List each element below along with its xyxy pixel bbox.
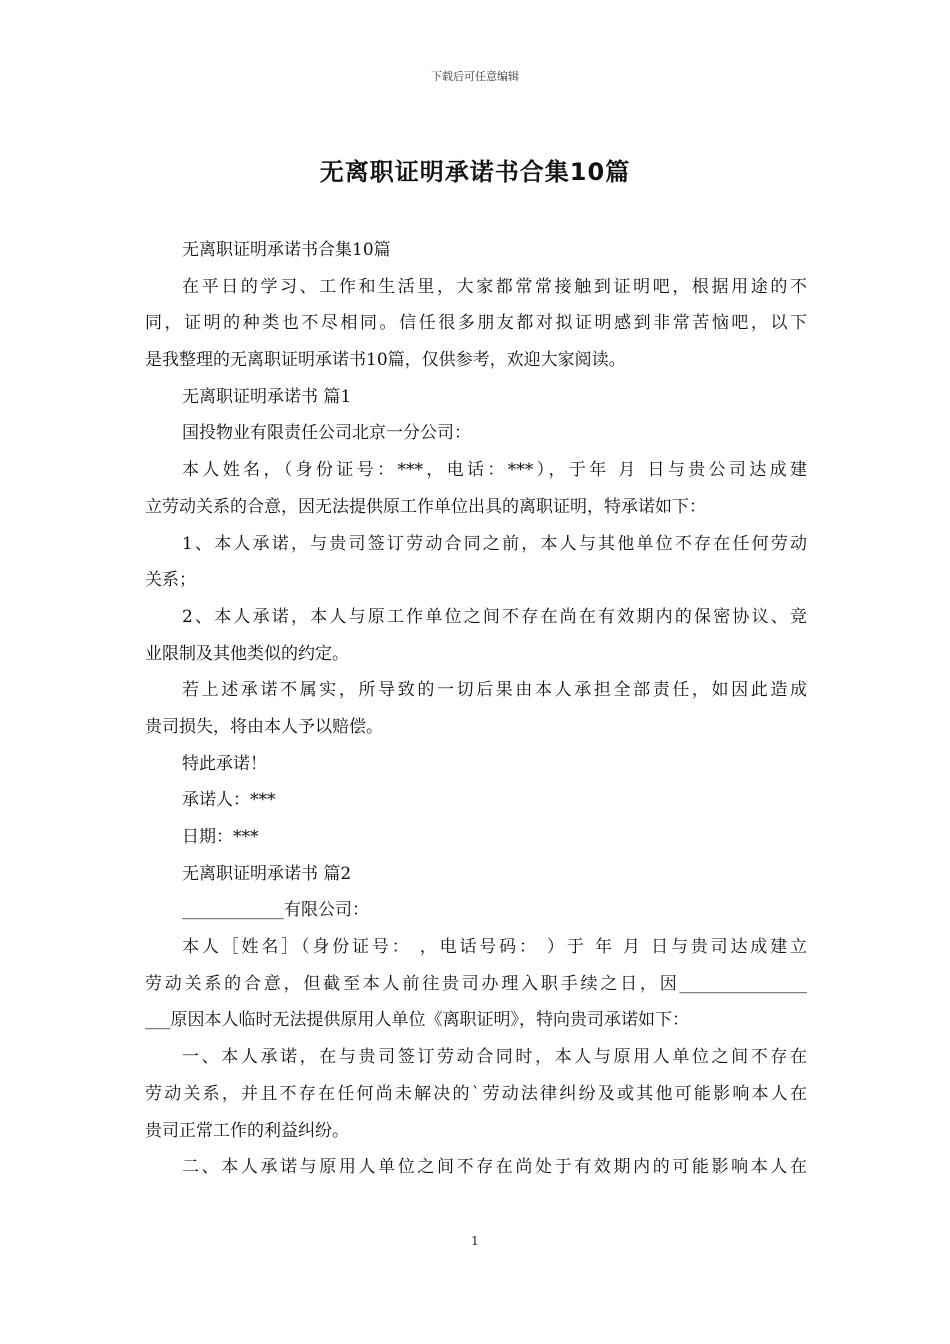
paragraph-line: 劳动关系，并且不存在任何尚未解决的`劳动法律纠纷及或其他可能影响本人在 — [145, 1083, 807, 1104]
paragraph-line: 业限制及其他类似的约定。 — [145, 643, 349, 664]
paragraph-line: 立劳动关系的合意，因无法提供原工作单位出具的离职证明，特承诺如下： — [145, 496, 706, 517]
paragraph-line: ___原因本人临时无法提供原用人单位《离职证明》，特向贵司承诺如下： — [145, 1010, 689, 1031]
section-heading: 无离职证明承诺书 篇1 — [182, 386, 352, 407]
date-line: 日期：*** — [182, 827, 259, 847]
paragraph-line: 国投物业有限责任公司北京一分公司： — [182, 423, 471, 444]
paragraph-line: 劳动关系的合意，但截至本人前往贵司办理入职手续之日，因_______________ — [145, 973, 807, 994]
document-body — [145, 232, 807, 1186]
page-number: 1 — [471, 1234, 479, 1248]
paragraph-line: 贵司正常工作的利益纠纷。 — [145, 1120, 349, 1141]
paragraph-line: 同，证明的种类也不尽相同。信任很多朋友都对拟证明感到非常苦恼吧，以下 — [145, 313, 807, 334]
paragraph-line: ____________有限公司： — [182, 900, 369, 921]
section-heading: 无离职证明承诺书 篇2 — [182, 863, 352, 884]
paragraph-line: 特此承诺！ — [182, 753, 267, 774]
paragraph-line: 2、本人承诺，本人与原工作单位之间不存在尚在有效期内的保密协议、竞 — [182, 606, 807, 627]
paragraph-line: 关系； — [145, 570, 196, 591]
paragraph-line: 无离职证明承诺书合集10篇 — [182, 240, 391, 260]
paragraph-line: 贵司损失，将由本人予以赔偿。 — [145, 716, 383, 737]
paragraph-line: 在平日的学习、工作和生活里，大家都常常接触到证明吧，根据用途的不 — [182, 276, 807, 297]
document-title: 无离职证明承诺书合集10篇 — [319, 158, 631, 186]
paragraph-line: 1、本人承诺，与贵司签订劳动合同之前，本人与其他单位不存在任何劳动 — [182, 533, 807, 554]
paragraph-line: 一、本人承诺，在与贵司签订劳动合同时，本人与原用人单位之间不存在 — [182, 1047, 807, 1068]
header-note: 下载后可任意编辑 — [431, 70, 519, 83]
paragraph-line: 是我整理的无离职证明承诺书10篇，仅供参考，欢迎大家阅读。 — [145, 350, 626, 371]
paragraph-line: 本人姓名，（身份证号：***，电话：***），于年 月 日与贵公司达成建 — [182, 460, 807, 481]
paragraph-line: 本人［姓名］（身份证号： ，电话号码： ）于 年 月 日与贵司达成建立 — [182, 937, 807, 958]
paragraph-line: 若上述承诺不属实，所导致的一切后果由本人承担全部责任，如因此造成 — [182, 680, 807, 701]
signature-line: 承诺人：*** — [182, 790, 276, 811]
paragraph-line: 二、本人承诺与原用人单位之间不存在尚处于有效期内的可能影响本人在 — [182, 1157, 807, 1178]
